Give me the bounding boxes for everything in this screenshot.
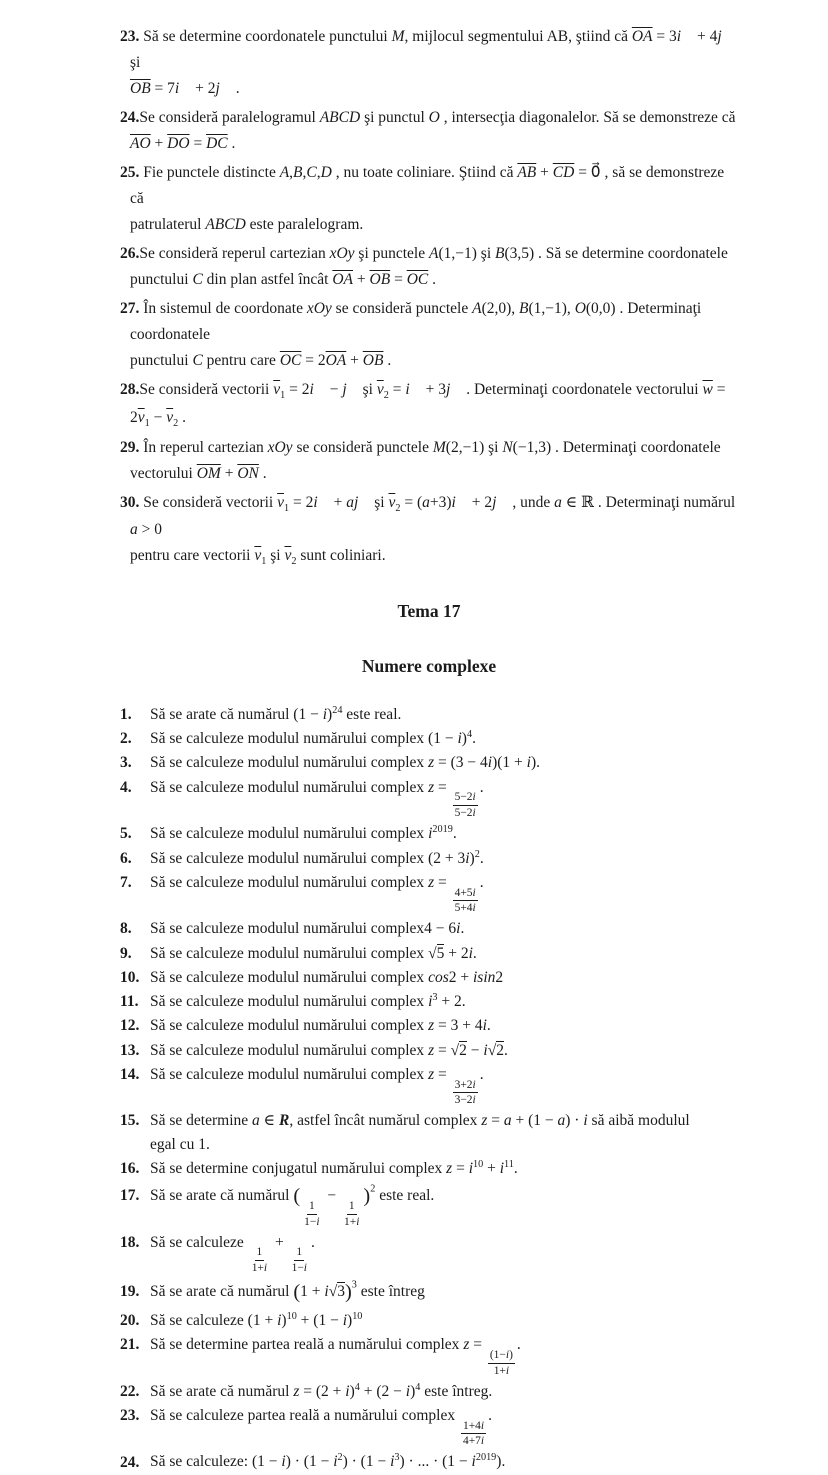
complex-problem-item [120, 917, 738, 940]
page-content [120, 24, 738, 1475]
complex-problems-section [120, 703, 738, 1474]
vector-problem-item [120, 105, 738, 157]
problem-text: Fie punctele distincte A,B,C,D , nu toate coliniare. Ştiind că $\overline{AB} + \overline{CD}$ = 0⃗ , să se demonstreze că patrulaterul ABCD este paralelogram. [130, 164, 725, 234]
problem-number: 4. [120, 778, 132, 796]
complex-problem-item [120, 1404, 738, 1449]
vector-problem-item [120, 296, 738, 374]
complex-problem-item [120, 871, 738, 916]
problem-number: 13. [120, 1041, 140, 1059]
problem-number: 29. [120, 438, 140, 456]
vector-problem-item [120, 160, 738, 238]
complex-problem-item [120, 822, 738, 845]
problem-number: 2. [120, 730, 132, 748]
problem-number: 23. [120, 28, 140, 45]
problem-text: Să se calculeze modulul numărului complex z = √2 − i√2. [150, 1041, 508, 1059]
problem-text: Se consideră paralelogramul ABCD şi punctul O , intersecţia diagonalelor. Să se demonstreze că $\overline{AO} + \overline{DO} = \overline{DC}$ . [130, 109, 736, 153]
problem-number: 8. [120, 920, 132, 938]
complex-problem-item [120, 1231, 738, 1276]
problem-number: 21. [120, 1336, 140, 1354]
problem-number: 5. [120, 825, 132, 843]
problem-text: Să se calculeze $\frac{1}{1+i}$ + $\frac{1}{1-i}$ . [150, 1233, 315, 1275]
complex-problem-item [120, 1063, 738, 1108]
complex-problem-item [120, 1333, 738, 1378]
problem-number: 24. [120, 109, 140, 127]
complex-problem-item [120, 1014, 738, 1037]
vector-problem-item [120, 241, 738, 293]
problem-number: 14. [120, 1065, 140, 1083]
problem-text: Să se calculeze modulul numărului complex $(2 + 3i)^2$. [150, 848, 484, 867]
problem-text: Să se arate că numărul ( $\frac{1}{1-i}$ − $\frac{1}{1+i}$ )$^2$ este real. [150, 1183, 435, 1228]
problem-text: Să se calculeze modulul numărului complex $i^3 + 2$. [150, 992, 466, 1011]
problem-number: 6. [120, 849, 132, 867]
problem-number: 1. [120, 705, 132, 723]
complex-problem-item [120, 1109, 738, 1156]
complex-problem-item [120, 847, 738, 870]
problem-number: 27. [120, 300, 140, 318]
complex-problem-item [120, 1450, 738, 1473]
problem-text: Să se determine coordonatele punctului M, mijlocul segmentului AB, ştiind că $\overline{OA}$ = 3i⃗ + 4j⃗ şi $\overline{OB}$ = 7i⃗ + 2j⃗ . [130, 28, 734, 98]
complex-problem-item [120, 727, 738, 750]
section-title: Tema 17 [397, 600, 461, 621]
vector-problem-item [120, 490, 738, 571]
problem-text: Să se determine conjugatul numărului complex $z = i^{10} + i^{11}$. [150, 1158, 518, 1178]
problem-text: Să se calculeze modulul numărului complex z = $\frac{3+2i}{3-2i}$ . [150, 1065, 484, 1107]
problem-text: Să se calculeze modulul numărului complex $i^{2019}$. [150, 824, 457, 843]
problem-number: 10. [120, 968, 140, 986]
problem-number: 16. [120, 1160, 140, 1178]
vector-problem-item [120, 377, 738, 432]
problem-text: În reperul cartezian xOy se consideră punctele M(2,−1) şi N(−1,3) . Determinaţi coordonatele vectorului $\overline{OM} + \overline{ON}$ . [130, 438, 721, 482]
problem-number: 24. [120, 1453, 140, 1471]
problem-number: 19. [120, 1283, 140, 1301]
problem-text: Să se arate că numărul $z = (2 + i)^4 + (2 - i)^4$ este întreg. [150, 1381, 493, 1400]
problem-text: Să se calculeze modulul numărului complex z = $\frac{4+5i}{5+4i}$ . [150, 873, 484, 915]
complex-problem-item [120, 1380, 738, 1403]
problem-text: Se consideră vectorii $\overline{v}_1$ = 2i⃗ + aj⃗ şi $\overline{v}_2$ = (a+3)i⃗ + 2j⃗ , unde a ∈ ℝ . Determinaţi numărul a > 0 pentru care vectorii $\overline{v}_1$ şi $\overline{v}_2$ sunt coliniari. [130, 494, 736, 568]
problem-number: 17. [120, 1187, 140, 1205]
problem-text: În sistemul de coordonate xOy se consideră punctele A(2,0), B(1,−1), O(0,0) . Determinaţi coordonatele punctului C pentru care $\overline{OC} = 2\overline{OA} + \overline{OB}$ . [130, 300, 702, 370]
complex-problem-item [120, 966, 738, 989]
complex-problem-item [120, 990, 738, 1013]
problem-number: 11. [120, 993, 139, 1011]
complex-problem-item [120, 1277, 738, 1308]
problem-text: Să se calculeze: $(1 - i) \cdot (1 - i^2) \cdot (1 - i^3)$ · ... · $(1 - i^{2019})$. [150, 1452, 506, 1471]
problem-text: Să se calculeze modulul numărului complex z = 3 + 4i. [150, 1017, 491, 1035]
complex-problem-item [120, 776, 738, 821]
problem-number: 12. [120, 1017, 140, 1035]
problem-text: Să se arate că numărul $(1 + i√3)^3$ este întreg [150, 1279, 425, 1304]
vector-problems-section [120, 24, 738, 571]
problem-number: 30. [120, 494, 140, 512]
complex-problem-item [120, 1309, 738, 1332]
problem-number: 22. [120, 1382, 140, 1400]
problem-text: Să se calculeze modulul numărului complex √5 + 2i. [150, 944, 477, 962]
problem-text: Să se calculeze modulul numărului complex z = $\frac{5-2i}{5-2i}$ . [150, 778, 484, 820]
problem-number: 3. [120, 754, 132, 772]
problem-number: 25. [120, 164, 140, 182]
problem-text: Se consideră vectorii $\overline{v}_1$ = 2i⃗ − j⃗ şi $\overline{v}_2$ = i⃗ + 3j⃗ . Determinaţi coordonatele vectorului $\overline{w} = 2\overline{v}_1 - \overline{v}_2$ . [130, 381, 726, 429]
complex-problem-item [120, 1157, 738, 1180]
problem-text: Să se calculeze partea reală a numărului complex $\frac{1+4i}{4+7i}$ . [150, 1406, 492, 1448]
problem-number: 9. [120, 944, 132, 962]
problem-number: 18. [120, 1233, 140, 1251]
complex-problem-item [120, 1039, 738, 1062]
problem-number: 26. [120, 245, 140, 263]
problem-number: 15. [120, 1112, 140, 1130]
problem-text: Să se calculeze modulul numărului complex4 − 6i. [150, 920, 465, 938]
problem-text: Să se determine partea reală a numărului complex z = $\frac{(1-i)}{1+i}$ . [150, 1336, 521, 1377]
problem-number: 7. [120, 873, 132, 891]
problem-text: Să se calculeze modulul numărului complex cos2 + isin2 [150, 968, 504, 986]
problem-text: Se consideră reperul cartezian xOy şi punctele A(1,−1) şi B(3,5) . Să se determine coordonatele punctului C din plan astfel încât $\overline{OA} + \overline{OB} = \overline{OC}$ . [130, 245, 728, 289]
complex-problem-item [120, 1181, 738, 1229]
complex-problem-item [120, 942, 738, 965]
vector-problem-item [120, 435, 738, 487]
problem-text: Să se calculeze $(1 + i)^{10} + (1 - i)^{10}$ [150, 1310, 363, 1329]
problem-number: 23. [120, 1406, 140, 1424]
problem-text: Să se calculeze modulul numărului complex $(1 - i)^4$. [150, 729, 476, 748]
problem-text: Să se arate că numărul $(1 - i)^{24}$ este real. [150, 704, 402, 723]
vector-problem-item [120, 24, 738, 102]
problem-number: 20. [120, 1311, 140, 1329]
problem-text: Să se calculeze modulul numărului complex z = (3 − 4i)(1 + i). [150, 754, 541, 772]
section-subtitle: Numere complexe [361, 655, 497, 676]
problem-number: 28. [120, 381, 140, 399]
problem-text: Să se determine a ∈ R, astfel încât numărul complex z = a + (1 − a) · i să aibă modulul egal cu 1. [150, 1112, 690, 1153]
complex-problem-item [120, 751, 738, 774]
complex-problem-item [120, 703, 738, 726]
